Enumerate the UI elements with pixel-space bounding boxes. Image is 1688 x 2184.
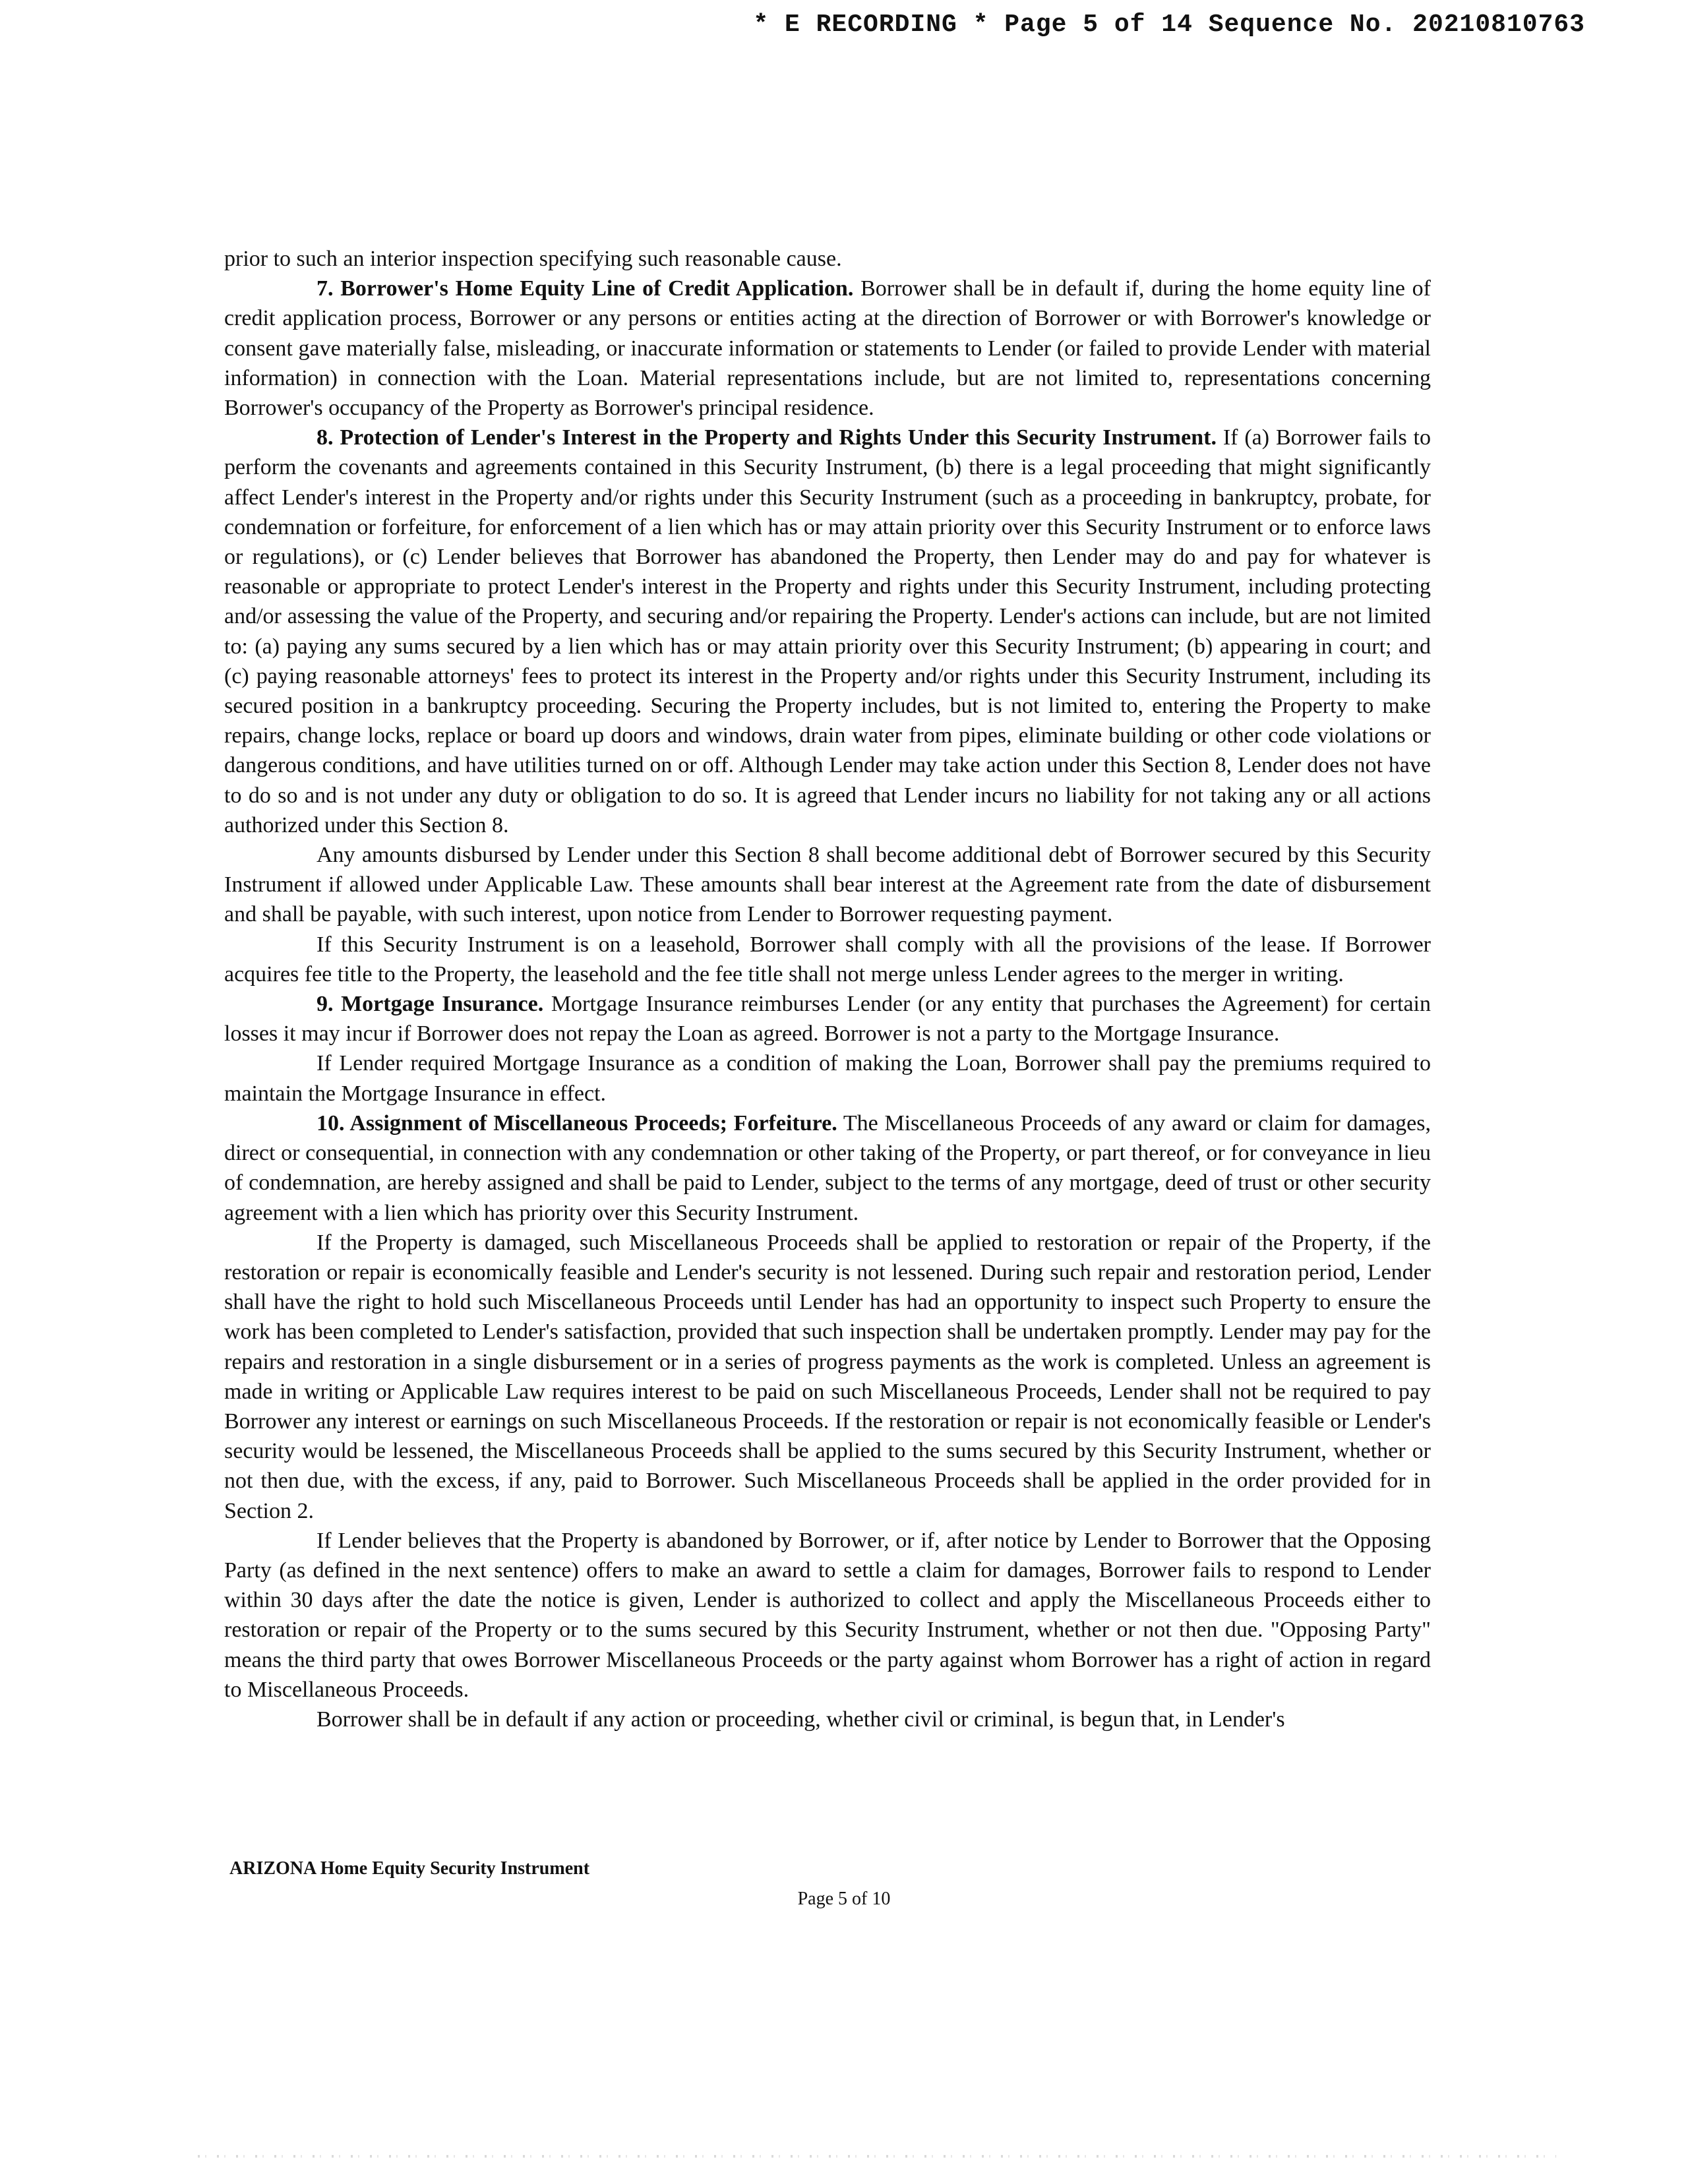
page-number: Page 5 of 10 <box>797 1889 891 1909</box>
section-10 <box>224 1108 1431 1228</box>
section-7 <box>224 274 1431 423</box>
form-title: ARIZONA Home Equity Security Instrument <box>229 1858 590 1879</box>
section-10-paragraph-2: If the Property is damaged, such Miscellaneous Proceeds shall be applied to restoration or repair of the Property, if the restoration or repair is economically feasible and Lender's security is not lessened. During such repair and restoration period, Lender shall have the right to hold such Miscellaneous Proceeds until Lender has had an opportunity to inspect such Property to ensure the work has been completed to Lender's satisfaction, provided that such inspection shall be undertaken promptly. Lender may pay for the repairs and restoration in a single disbursement or in a series of progress payments as the work is completed. Unless an agreement is made in writing or Applicable Law requires interest to be paid on such Miscellaneous Proceeds, Lender shall not be required to pay Borrower any interest or earnings on such Miscellaneous Proceeds. If the restoration or repair is not economically feasible or Lender's security would be lessened, the Miscellaneous Proceeds shall be applied to the sums secured by this Security Instrument, whether or not then due, with the excess, if any, paid to Borrower. Such Miscellaneous Proceeds shall be applied in the order provided for in Section 2. <box>224 1230 1431 1523</box>
section-10-text: The Miscellaneous Proceeds of any award or claim for damages, direct or consequential, in connection with any condemnation or other taking of the Property, or part thereof, or for conveyance in lieu of condemnation, are hereby assigned and shall be paid to Lender, subject to the terms of any mortgage, deed of trust or other security agreement with a lien which has priority over this Security Instrument. <box>224 1110 1431 1225</box>
section-7-heading: 7. Borrower's Home Equity Line of Credit Application. <box>316 276 854 301</box>
section-7-text: Borrower shall be in default if, during the home equity line of credit application process, Borrower or any persons or entities acting at the direction of Borrower or with Borrower's knowledge or consent gave materially false, misleading, or inaccurate information or statements to Lender (or failed to provide Lender with material information) in connection with the Loan. Material representations include, but are not limited to, representations concerning Borrower's occupancy of the Property as Borrower's principal residence. <box>224 276 1432 421</box>
paragraph-continuation: prior to such an interior inspection specifying such reasonable cause. <box>224 247 842 271</box>
section-10-heading: 10. Assignment of Miscellaneous Proceeds; Forfeiture. <box>316 1110 837 1136</box>
scan-artifact-line <box>198 2155 1556 2158</box>
section-8-heading: 8. Protection of Lender's Interest in the Property and Rights Under this Security Instrument. <box>316 425 1217 450</box>
section-8-paragraph-3: If this Security Instrument is on a leasehold, Borrower shall comply with all the provisions of the lease. If Borrower acquires fee title to the Property, the leasehold and the fee title shall not merge unless Lender agrees to the merger in writing. <box>224 932 1431 986</box>
recording-stamp: * E RECORDING * Page 5 of 14 Sequence No. 20210810763 <box>753 11 1585 39</box>
section-9 <box>224 989 1431 1048</box>
section-9-paragraph-2: If Lender required Mortgage Insurance as a condition of making the Loan, Borrower shall pay the premiums required to maintain the Mortgage Insurance in effect. <box>224 1051 1431 1106</box>
section-10-paragraph-4: Borrower shall be in default if any action or proceeding, whether civil or criminal, is begun that, in Lender's <box>316 1707 1285 1732</box>
section-9-heading: 9. Mortgage Insurance. <box>316 992 544 1017</box>
section-8-paragraph-2: Any amounts disbursed by Lender under this Section 8 shall become additional debt of Borrower secured by this Security Instrument if allowed under Applicable Law. These amounts shall bear interest at the Agreement rate from the date of disbursement and shall be payable, with such interest, upon notice from Lender to Borrower requesting payment. <box>224 843 1431 927</box>
section-8 <box>224 423 1431 840</box>
section-8-text: If (a) Borrower fails to perform the covenants and agreements contained in this Security Instrument, (b) there is a legal proceeding that might significantly affect Lender's interest in the Property and/or rights under this Security Instrument (such as a proceeding in bankruptcy, probate, for condemnation or forfeiture, for enforcement of a lien which has or may attain priority over this Security Instrument or to enforce laws or regulations), or (c) Lender believes that Borrower has abandoned the Property, then Lender may do and pay for whatever is reasonable or appropriate to protect Lender's interest in the Property and rights under this Security Instrument, including protecting and/or assessing the value of the Property, and securing and/or repairing the Property. Lender's actions can include, but are not limited to: (a) paying any sums secured by a lien which has or may attain priority over this Security Instrument; (b) appearing in court; and (c) paying reasonable attorneys' fees to protect its interest in the Property and/or rights under this Security Instrument, including its secured position in a bankruptcy proceeding. Securing the Property includes, but is not limited to, entering the Property to make repairs, change locks, replace or board up doors and windows, drain water from pipes, eliminate building or other code violations or dangerous conditions, and have utilities turned on or off. Although Lender may take action under this Section 8, Lender does not have to do so and is not under any duty or obligation to do so. It is agreed that Lender incurs no liability for not taking any or all actions authorized under this Section 8. <box>224 425 1431 837</box>
section-9-text: Mortgage Insurance reimburses Lender (or any entity that purchases the Agreement) for certain losses it may incur if Borrower does not repay the Loan as agreed. Borrower is not a party to the Mortgage Insurance. <box>224 992 1431 1046</box>
section-10-paragraph-3: If Lender believes that the Property is abandoned by Borrower, or if, after notice by Lender to Borrower that the Opposing Party (as defined in the next sentence) offers to make an award to settle a claim for damages, Borrower fails to respond to Lender within 30 days after the date the notice is given, Lender is authorized to collect and apply the Miscellaneous Proceeds either to restoration or repair of the Property or to the sums secured by this Security Instrument, whether or not then due. "Opposing Party" means the third party that owes Borrower Miscellaneous Proceeds or the party against whom Borrower has a right of action in regard to Miscellaneous Proceeds. <box>224 1528 1431 1702</box>
document-body <box>224 244 1431 1734</box>
